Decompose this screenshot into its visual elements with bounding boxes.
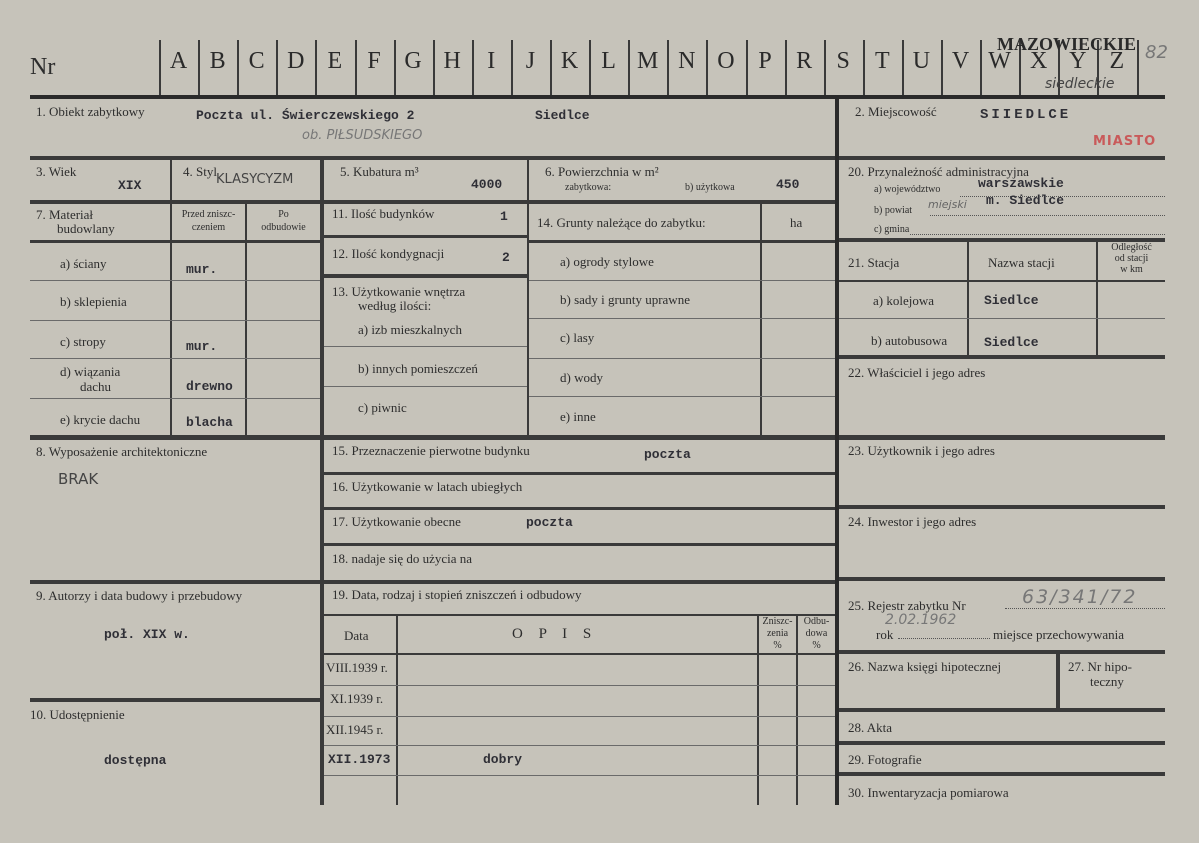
- f20-a-value: warszawskie: [978, 176, 1064, 191]
- f11-value: 1: [500, 209, 508, 224]
- page-number: 82: [1145, 42, 1168, 63]
- f7-row-walls-before: mur.: [186, 262, 218, 277]
- f25-rok-label: rok: [876, 627, 894, 642]
- f6-value: 450: [776, 177, 800, 192]
- index-letter-n: N: [678, 48, 696, 74]
- f6-label: 6. Powierzchnia w m²: [545, 164, 659, 179]
- f20-b: b) powiat: [874, 205, 913, 216]
- index-letter-x: X: [1030, 48, 1048, 74]
- f8-value: BRAK: [58, 470, 99, 488]
- index-letter-z: Z: [1109, 48, 1125, 74]
- f7-col-after-l2: odbudowie: [261, 222, 306, 233]
- index-letter-w: W: [988, 48, 1011, 74]
- index-letter-b: B: [209, 48, 226, 74]
- index-letter-j: J: [525, 48, 536, 74]
- index-letter-f: F: [367, 48, 381, 74]
- f26-label: 26. Nazwa księgi hipotecznej: [848, 659, 1002, 674]
- f21-col-dist-l1: Odległość: [1111, 242, 1152, 253]
- f5-label: 5. Kubatura m³: [340, 164, 419, 179]
- f7-row-walls-label: a) ściany: [60, 256, 107, 271]
- f19-col-desc: O P I S: [512, 626, 598, 642]
- f6-sub-a: zabytkowa:: [565, 182, 612, 193]
- f18-label: 18. nadaje się do użycia na: [332, 551, 473, 566]
- f17-label: 17. Użytkowanie obecne: [332, 514, 461, 529]
- f12-value: 2: [502, 250, 510, 265]
- f2-value: SIIEDLCE: [980, 107, 1072, 123]
- index-letter-c: C: [248, 48, 265, 74]
- f19-row-3-date: XII.1945 r.: [326, 722, 384, 737]
- f3-label: 3. Wiek: [36, 164, 77, 179]
- f1-correction: ob. PIŁSUDSKIEGO: [302, 128, 423, 143]
- f21-col-dist-l3: w km: [1120, 264, 1143, 275]
- f7-row-ceilings-label: c) stropy: [60, 334, 106, 349]
- index-letter-s: S: [836, 48, 850, 74]
- province-stamp: MAZOWIECKIE: [997, 34, 1137, 54]
- f19-row-4-date: XII.1973: [328, 752, 391, 767]
- f13-label-l1: 13. Użytkowanie wnętrza: [332, 284, 466, 299]
- index-letter-i: I: [487, 48, 496, 74]
- nr-label: Nr: [30, 54, 56, 80]
- f19-label: 19. Data, rodzaj i stopień zniszczeń i odbudowy: [332, 587, 582, 602]
- f7-col-before-l1: Przed zniszc-: [181, 209, 236, 220]
- f7-row-roof-truss-label-l2: dachu: [80, 379, 112, 394]
- f19-row-1-date: VIII.1939 r.: [326, 660, 388, 675]
- f21-col-dist-l2: od stacji: [1114, 253, 1149, 264]
- f19-col-destr-l1: Zniszc-: [762, 616, 793, 627]
- f11-label: 11. Ilość budynków: [332, 206, 435, 221]
- f7-row-roof-truss-label-l1: d) wiązania: [60, 364, 121, 379]
- f5-value: 4000: [471, 177, 503, 192]
- f20-b-prefix: miejski: [928, 198, 967, 211]
- index-letter-k: K: [560, 48, 579, 74]
- index-letter-u: U: [912, 48, 931, 74]
- f1-label: 1. Obiekt zabytkowy: [36, 104, 145, 119]
- f7-col-after-l1: Po: [278, 209, 289, 220]
- f9-value: poł. XIX w.: [104, 627, 190, 642]
- f14-e: e) inne: [560, 409, 596, 424]
- f21-label: 21. Stacja: [848, 255, 900, 270]
- f1-value: Poczta ul. Świerczewskiego 2: [196, 108, 415, 123]
- f23-label: 23. Użytkownik i jego adres: [848, 443, 995, 458]
- f7-label-l2: budowlany: [57, 221, 115, 236]
- f2-label: 2. Miejscowość: [855, 104, 937, 119]
- f25-place-label: miejsce przechowywania: [993, 627, 1125, 642]
- f14-label: 14. Grunty należące do zabytku:: [537, 215, 706, 230]
- f7-col-before-l2: czeniem: [191, 222, 226, 233]
- f20-b-value: m. Siedlce: [986, 193, 1065, 208]
- f7-row-roof-truss-before: drewno: [186, 379, 233, 394]
- index-letter-t: T: [874, 48, 890, 74]
- f7-row-vaults-label: b) sklepienia: [60, 294, 127, 309]
- f4-value: KLASYCYZM: [216, 172, 294, 187]
- f14-d: d) wody: [560, 370, 603, 385]
- index-letter-r: R: [796, 48, 813, 74]
- f21-b-value: Siedlce: [984, 335, 1039, 350]
- f16-label: 16. Użytkowanie w latach ubiegłych: [332, 479, 523, 494]
- f13-label-l2: według ilości:: [358, 298, 432, 313]
- f25-rok-value: 2.02.1962: [885, 612, 957, 628]
- index-letter-y: Y: [1069, 48, 1087, 74]
- index-letter-e: E: [327, 48, 343, 74]
- f21-a-value: Siedlce: [984, 293, 1039, 308]
- f12-label: 12. Ilość kondygnacji: [332, 246, 445, 261]
- f19-col-destr-l2: zenia: [766, 628, 789, 639]
- f10-label: 10. Udostępnienie: [30, 707, 125, 722]
- f13-c: c) piwnic: [358, 400, 407, 415]
- index-letter-o: O: [717, 48, 735, 74]
- f19-row-2-date: XI.1939 r.: [330, 691, 384, 706]
- f17-value: poczta: [526, 515, 573, 530]
- f15-value: poczta: [644, 447, 691, 462]
- f25-nr-value: 63/341/72: [1022, 586, 1138, 608]
- f1-city: Siedlce: [535, 108, 590, 123]
- f29-label: 29. Fotografie: [848, 752, 922, 767]
- f19-col-destr-l3: %: [773, 640, 782, 651]
- f10-value: dostępna: [104, 753, 167, 768]
- f20-label: 20. Przynależność administracyjna: [848, 164, 1029, 179]
- f27-label-l1: 27. Nr hipo-: [1068, 659, 1132, 674]
- f2-stamp: MIASTO: [1093, 134, 1157, 149]
- f30-label: 30. Inwentaryzacja pomiarowa: [848, 785, 1009, 800]
- f21-a: a) kolejowa: [873, 293, 935, 308]
- f20-a: a) województwo: [874, 184, 941, 195]
- f20-c: c) gmina: [874, 224, 910, 235]
- county-handwritten: siedleckie: [1045, 76, 1115, 92]
- f4-label: 4. Styl: [183, 164, 217, 179]
- f14-b: b) sady i grunty uprawne: [560, 292, 690, 307]
- f3-value: XIX: [118, 178, 142, 193]
- f19-col-date: Data: [344, 628, 369, 643]
- f8-label: 8. Wyposażenie architektoniczne: [36, 444, 208, 459]
- index-letter-p: P: [758, 48, 772, 74]
- f9-label: 9. Autorzy i data budowy i przebudowy: [36, 588, 243, 603]
- f21-b: b) autobusowa: [871, 333, 948, 348]
- f25-label: 25. Rejestr zabytku Nr: [848, 598, 966, 613]
- f19-col-rebuild-l1: Odbu-: [803, 616, 830, 627]
- index-letter-l: L: [601, 48, 616, 74]
- f13-b: b) innych pomieszczeń: [358, 361, 478, 376]
- f19-row-4-desc: dobry: [483, 752, 523, 767]
- f19-col-rebuild-l2: dowa: [805, 628, 828, 639]
- f14-unit: ha: [790, 215, 803, 230]
- f15-label: 15. Przeznaczenie pierwotne budynku: [332, 443, 530, 458]
- f6-sub-b: b) użytkowa: [685, 182, 735, 193]
- f19-col-rebuild-l3: %: [812, 640, 821, 651]
- index-letter-a: A: [169, 48, 188, 74]
- index-letter-m: M: [637, 48, 659, 74]
- f27-label-l2: teczny: [1090, 674, 1124, 689]
- index-letter-g: G: [404, 48, 422, 74]
- f7-row-roofing-label: e) krycie dachu: [60, 412, 141, 427]
- f14-a: a) ogrody stylowe: [560, 254, 654, 269]
- f7-row-ceilings-before: mur.: [186, 339, 218, 354]
- index-letter-d: D: [287, 48, 305, 74]
- index-letter-v: V: [951, 48, 970, 74]
- f28-label: 28. Akta: [848, 720, 893, 735]
- f21-col-name: Nazwa stacji: [988, 255, 1055, 270]
- index-letter-h: H: [443, 48, 461, 74]
- f24-label: 24. Inwestor i jego adres: [848, 514, 977, 529]
- f14-c: c) lasy: [560, 330, 595, 345]
- f22-label: 22. Właściciel i jego adres: [848, 365, 986, 380]
- f7-row-roofing-before: blacha: [186, 415, 233, 430]
- f13-a: a) izb mieszkalnych: [358, 322, 462, 337]
- f7-label-l1: 7. Materiał: [36, 207, 94, 222]
